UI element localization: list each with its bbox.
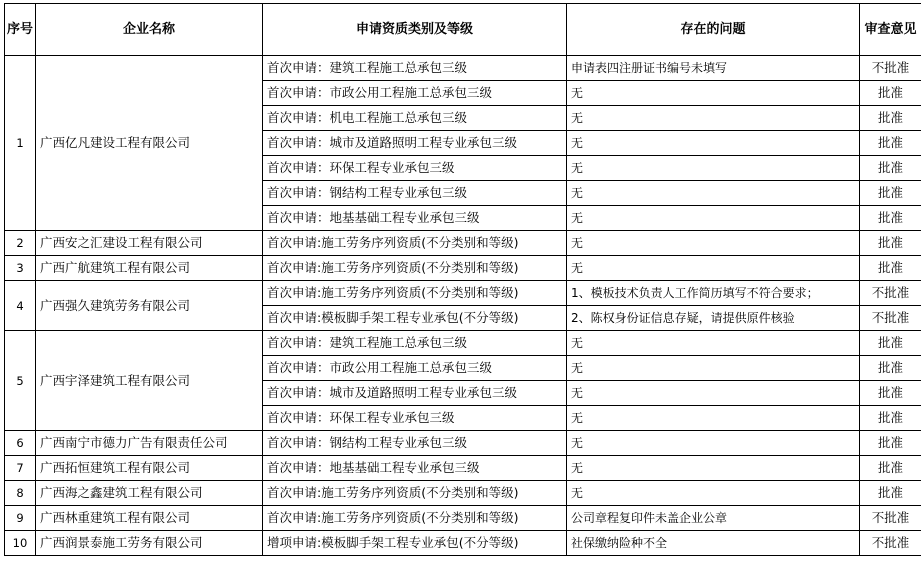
application-cell: 首次申请：城市及道路照明工程专业承包三级 [263,381,567,406]
application-cell: 首次申请:施工劳务序列资质(不分类别和等级) [263,506,567,531]
seq-cell: 9 [5,506,36,531]
table-row [5,431,921,456]
table-row [5,231,921,256]
seq-cell: 2 [5,231,36,256]
application-cell: 首次申请:施工劳务序列资质(不分类别和等级) [263,231,567,256]
application-cell: 首次申请:施工劳务序列资质(不分类别和等级) [263,256,567,281]
review-result-cell: 不批准 [860,531,921,556]
issue-cell: 无 [567,181,860,206]
issue-cell: 无 [567,106,860,131]
issue-cell: 1、模板技术负责人工作简历填写不符合要求； [567,281,860,306]
application-cell: 首次申请:施工劳务序列资质(不分类别和等级) [263,481,567,506]
issue-cell: 无 [567,256,860,281]
review-result-cell: 批准 [860,481,921,506]
company-name-cell: 广西拓恒建筑工程有限公司 [36,456,263,481]
review-result-cell: 批准 [860,406,921,431]
issue-cell: 无 [567,481,860,506]
review-result-cell: 批准 [860,81,921,106]
issue-cell: 2、陈权身份证信息存疑，请提供原件核验 [567,306,860,331]
review-result-cell: 批准 [860,156,921,181]
issue-cell: 无 [567,131,860,156]
review-result-cell: 不批准 [860,506,921,531]
company-name-cell: 广西广航建筑工程有限公司 [36,256,263,281]
review-result-cell: 批准 [860,256,921,281]
company-name-cell: 广西安之汇建设工程有限公司 [36,231,263,256]
company-name-cell: 广西润景泰施工劳务有限公司 [36,531,263,556]
seq-cell: 10 [5,531,36,556]
issue-cell: 无 [567,206,860,231]
application-cell: 首次申请：地基基础工程专业承包三级 [263,206,567,231]
company-name-cell: 广西亿凡建设工程有限公司 [36,56,263,231]
review-result-cell: 批准 [860,106,921,131]
application-cell: 首次申请：市政公用工程施工总承包三级 [263,356,567,381]
application-cell: 首次申请：钢结构工程专业承包三级 [263,431,567,456]
review-result-cell: 批准 [860,231,921,256]
table-row [5,481,921,506]
application-cell: 首次申请：钢结构工程专业承包三级 [263,181,567,206]
issue-cell: 无 [567,231,860,256]
review-result-cell: 批准 [860,331,921,356]
table-row [5,56,921,81]
application-cell: 首次申请：建筑工程施工总承包三级 [263,56,567,81]
application-cell: 首次申请：地基基础工程专业承包三级 [263,456,567,481]
company-name-cell: 广西海之鑫建筑工程有限公司 [36,481,263,506]
seq-cell: 6 [5,431,36,456]
issue-cell: 无 [567,431,860,456]
seq-cell: 8 [5,481,36,506]
table-row [5,256,921,281]
application-cell: 首次申请:模板脚手架工程专业承包(不分等级) [263,306,567,331]
seq-cell: 1 [5,56,36,231]
application-cell: 首次申请:施工劳务序列资质(不分类别和等级) [263,281,567,306]
review-result-cell: 批准 [860,356,921,381]
application-cell: 首次申请：环保工程专业承包三级 [263,406,567,431]
table-row [5,456,921,481]
issue-cell: 无 [567,356,860,381]
header-seq: 序号 [5,4,36,56]
issue-cell: 公司章程复印件未盖企业公章 [567,506,860,531]
table-row [5,531,921,556]
application-cell: 首次申请：机电工程施工总承包三级 [263,106,567,131]
company-name-cell: 广西南宁市德力广告有限责任公司 [36,431,263,456]
issue-cell: 申请表四注册证书编号未填写 [567,56,860,81]
header-review: 审查意见 [860,4,921,56]
review-result-cell: 批准 [860,131,921,156]
seq-cell: 7 [5,456,36,481]
review-result-cell: 不批准 [860,281,921,306]
company-name-cell: 广西林重建筑工程有限公司 [36,506,263,531]
issue-cell: 无 [567,406,860,431]
company-name-cell: 广西宇泽建筑工程有限公司 [36,331,263,431]
issue-cell: 无 [567,156,860,181]
table-row [5,331,921,356]
issue-cell: 无 [567,331,860,356]
header-application: 申请资质类别及等级 [263,4,567,56]
issue-cell: 无 [567,456,860,481]
seq-cell: 5 [5,331,36,431]
application-cell: 首次申请：城市及道路照明工程专业承包三级 [263,131,567,156]
application-cell: 首次申请：市政公用工程施工总承包三级 [263,81,567,106]
seq-cell: 3 [5,256,36,281]
seq-cell: 4 [5,281,36,331]
review-result-cell: 批准 [860,206,921,231]
issue-cell: 无 [567,381,860,406]
issue-cell: 社保缴纳险种不全 [567,531,860,556]
application-cell: 首次申请：建筑工程施工总承包三级 [263,331,567,356]
header-issues: 存在的问题 [567,4,860,56]
review-result-cell: 不批准 [860,56,921,81]
review-table [4,3,921,556]
review-result-cell: 批准 [860,456,921,481]
review-result-cell: 不批准 [860,306,921,331]
header-row [5,4,921,56]
table-body [5,56,921,556]
issue-cell: 无 [567,81,860,106]
table-row [5,281,921,306]
application-cell: 增项申请:模板脚手架工程专业承包(不分等级) [263,531,567,556]
table-row [5,506,921,531]
review-result-cell: 批准 [860,181,921,206]
application-cell: 首次申请：环保工程专业承包三级 [263,156,567,181]
review-result-cell: 批准 [860,431,921,456]
table-header [5,4,921,56]
company-name-cell: 广西强久建筑劳务有限公司 [36,281,263,331]
review-result-cell: 批准 [860,381,921,406]
header-company: 企业名称 [36,4,263,56]
